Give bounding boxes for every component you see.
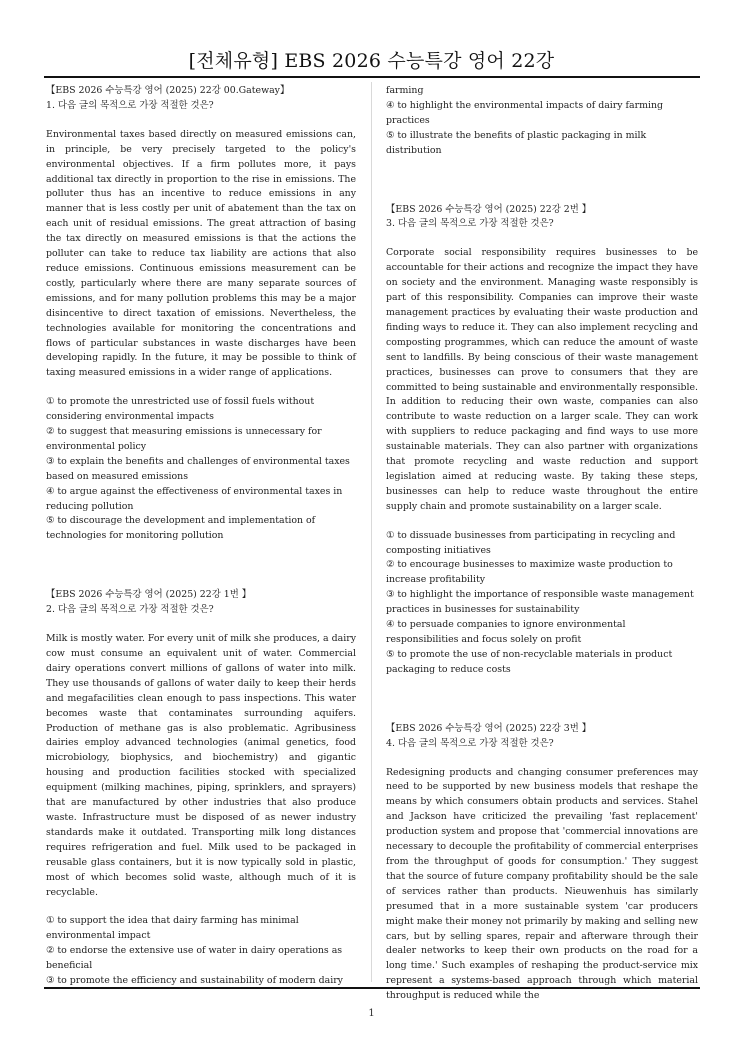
question-source-tag: 【EBS 2026 수능특강 영어 (2025) 22강 00.Gateway】 xyxy=(46,85,290,96)
question-passage: Environmental taxes based directly on measured emissions can, in principle, be very precisely targeted to the policy's environmental objectives. If a firm pollutes more, it pays additional tax directly in proportion to the rise in emissions. The polluter thus has an incentive to reduce emissions in any manner that is less costly per unit of abatement than the tax on each unit of residual emissions. The great attraction of basing the tax directly on measured emissions is that the actions the polluter can take to reduce tax liability are actions that also reduce emissions. Continuous emissions measurement can be costly, particularly where there are many separate sources of emissions, and for many pollution problems this may be a major disincentive to direct taxation of emissions. Nevertheless, the technologies available for monitoring the concentrations and flows of particular substances in waste discharges have been developing rapidly. In the future, it may be possible to think of taxing measured emissions in a wider range of applications. xyxy=(46,128,356,379)
section-spacer xyxy=(46,544,356,588)
right-column xyxy=(386,84,698,1018)
question-passage: Milk is mostly water. For every unit of milk she produces, a dairy cow must consume an equivalent unit of water. Commercial dairy operations convert millions of gallons of water into milk. They use thousands of gallons of water daily to keep their herds and megafacilities clean enough to pass inspections. This water becomes waste that contaminates surrounding aquifers. Production of methane gas is also problematic. Agribusiness dairies employ advanced technologies (animal genetics, food microbiology, biophysics, and biochemistry) and gigantic housing and production facilities stocked with specialized equipment (milking machines, piping, sprinklers, and sprayers) that are manufactured by other industries that also produce waste. Infrastructure must be disposed of as newer industry standards make it outdated. Transporting milk long distances requires refrigeration and fuel. Milk used to be packaged in reusable glass containers, but it is now typically sold in plastic, most of which becomes solid waste, although much of it is recyclable. xyxy=(46,633,356,898)
page-number: 1 xyxy=(368,1008,375,1019)
question-1 xyxy=(46,84,356,544)
answer-choice: ① to dissuade businesses from participating in recycling and composting initiatives xyxy=(386,529,676,556)
question-2-continued xyxy=(386,84,698,159)
column-divider xyxy=(371,82,372,982)
answer-choice: ③ to highlight the importance of responsible waste management practices in businesses for sustainability xyxy=(386,589,694,616)
answer-choice: ⑤ to illustrate the benefits of plastic packaging in milk distribution xyxy=(386,129,647,156)
section-spacer xyxy=(386,159,698,203)
section-spacer xyxy=(386,678,698,722)
answer-choice: ④ to highlight the environmental impacts of dairy farming practices xyxy=(386,99,664,126)
answer-choice: ② to suggest that measuring emissions is unnecessary for environmental policy xyxy=(46,426,322,452)
left-column xyxy=(46,84,356,989)
question-2 xyxy=(46,588,356,989)
answer-choice: ③ to explain the benefits and challenges of environmental taxes based on measured emissions xyxy=(46,455,350,482)
top-rule xyxy=(44,76,700,78)
answer-choices xyxy=(46,395,356,544)
question-source-tag: 【EBS 2026 수능특강 영어 (2025) 22강 1번 】 xyxy=(46,589,252,601)
answer-choice: ⑤ to promote the use of non-recyclable materials in product packaging to reduce costs xyxy=(386,648,673,675)
answer-choice: ④ to persuade companies to ignore environmental responsibilities and focus solely on profit xyxy=(386,619,626,645)
question-prompt: 3. 다음 글의 목적으로 가장 적절한 것은? xyxy=(386,218,554,230)
answer-choice: ③ to promote the efficiency and sustainability of modern dairy xyxy=(46,975,343,987)
answer-choices xyxy=(46,914,356,989)
answer-choice: ① to support the idea that dairy farming has minimal environmental impact xyxy=(46,915,299,942)
bottom-rule xyxy=(44,987,700,989)
question-prompt: 1. 다음 글의 목적으로 가장 적절한 것은? xyxy=(46,99,214,111)
answer-choice: ② to encourage businesses to maximize waste production to increase profitability xyxy=(386,559,673,586)
question-4 xyxy=(386,722,698,1004)
answer-choice-continued: farming xyxy=(386,85,424,96)
answer-choices xyxy=(386,529,698,678)
question-source-tag: 【EBS 2026 수능특강 영어 (2025) 22강 3번 】 xyxy=(386,722,592,734)
question-passage: Corporate social responsibility requires businesses to be accountable for their actions and recognize the impact they have on society and the environment. Managing waste responsibly is part of this responsibility. Companies can improve their waste management practices by evaluating their waste production and finding ways to reduce it. They can also implement recycling and composting programmes, which can reduce the amount of waste sent to landfills. By being conscious of their waste management practices, businesses can prove to consumers that they are committed to being sustainable and environmentally responsible. In addition to reducing their own waste, companies can also contribute to waste reduction on a larger scale. They can work with suppliers to reduce packaging and find ways to use more sustainable materials. They can also partner with organizations that promote recycling and waste reduction and support legislation aimed at reducing waste. By taking these steps, businesses can help to reduce waste throughout the entire supply chain and promote sustainability on a larger scale. xyxy=(386,247,698,512)
page-title: [전체유형] EBS 2026 수능특강 영어 22강 xyxy=(188,50,555,72)
answer-choice: ⑤ to discourage the development and implementation of technologies for monitoring pollution xyxy=(46,515,316,542)
answer-choice: ④ to argue against the effectiveness of environmental taxes in reducing pollution xyxy=(46,485,343,512)
question-3 xyxy=(386,203,698,678)
question-prompt: 4. 다음 글의 목적으로 가장 적절한 것은? xyxy=(386,737,554,749)
question-source-tag: 【EBS 2026 수능특강 영어 (2025) 22강 2번 】 xyxy=(386,203,592,215)
answer-choice: ① to promote the unrestricted use of fossil fuels without considering environmental impacts xyxy=(46,396,315,423)
question-passage: Redesigning products and changing consumer preferences may need to be supported by new business models that reshape the means by which consumers obtain products and services. Stahel and Jackson have criticized the prevailing 'fast replacement' production system and propose that 'commercial innovations are necessary to decouple the profitability of commercial enterprises from the throughput of goods for consumption.' They suggest that the source of future company profitability should be the sale of services rather than products. Nieuwenhuis has similarly presumed that in a more sustainable system 'car producers might make their money not primarily by making and selling new cars, but by selling spares, repair and afterware through their dealer networks to keep their own products on the road for a long time.' Such examples of reshaping the product-service mix represent a systems-based approach through which material throughput is reduced while the xyxy=(386,766,698,1002)
question-prompt: 2. 다음 글의 목적으로 가장 적절한 것은? xyxy=(46,604,214,616)
answer-choice: ② to endorse the extensive use of water in dairy operations as beneficial xyxy=(46,945,343,972)
